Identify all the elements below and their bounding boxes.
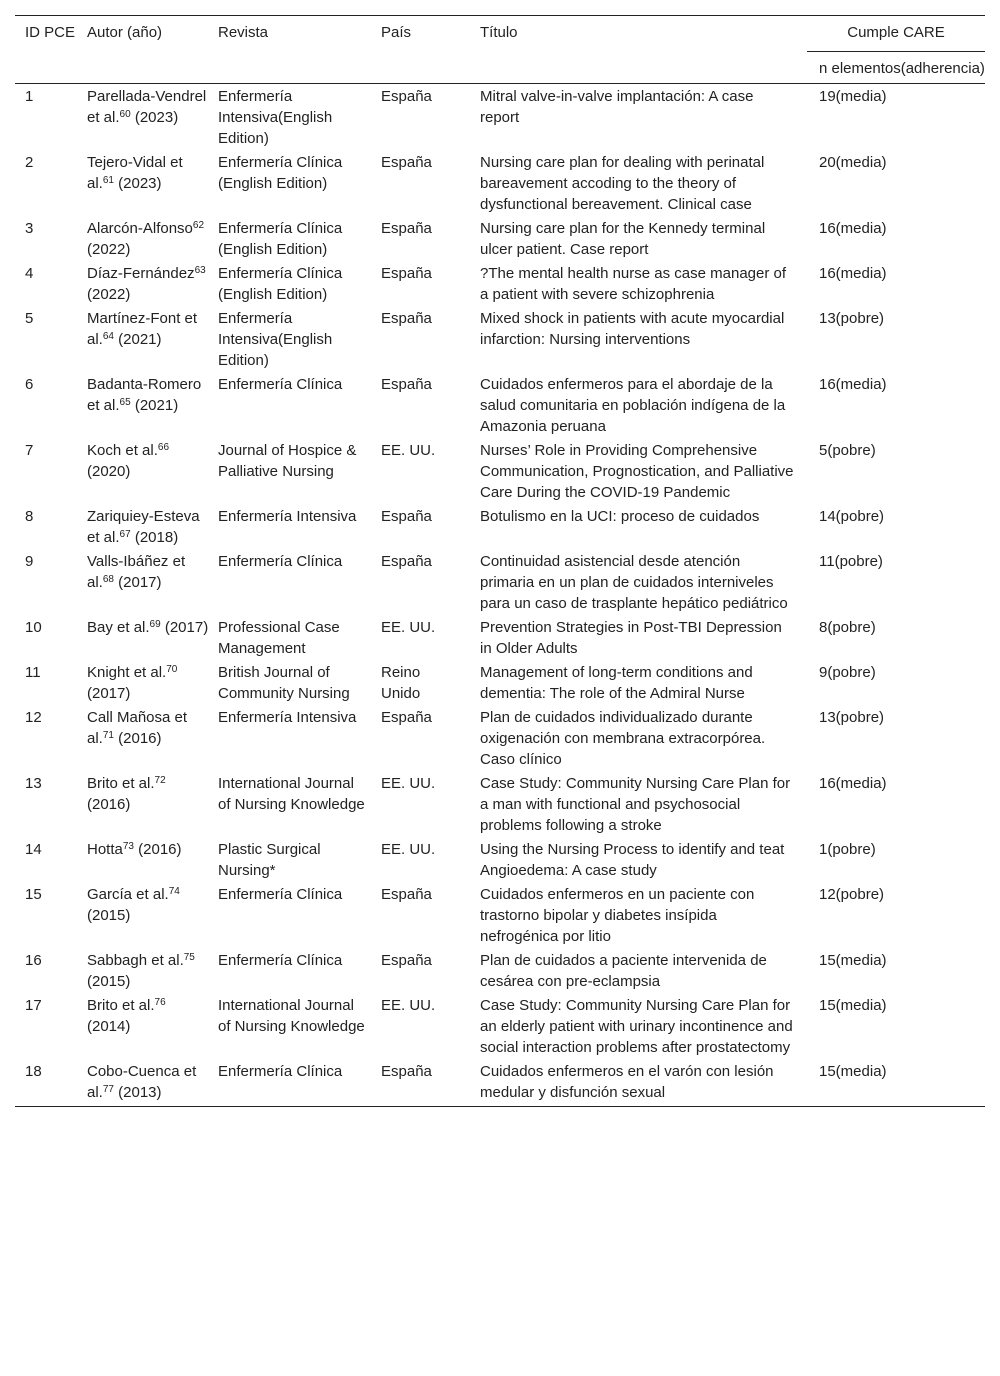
- cell-id: 2: [25, 154, 34, 171]
- cell-id: 11: [25, 664, 41, 681]
- cell-journal: Enfermería Clínica: [218, 952, 343, 969]
- cell-author: [87, 772, 218, 838]
- cell-author: [87, 1060, 218, 1107]
- cell-title: Cuidados enfermeros en un paciente con trastorno bipolar y diabetes insípida nefrogénica por litio: [480, 886, 755, 945]
- table-row: [15, 616, 985, 661]
- cell-author: [87, 217, 218, 262]
- author-name: Parellada-Vendrel et al.: [87, 88, 207, 126]
- cell-care: 16(media): [819, 376, 887, 393]
- cell-author: [87, 84, 218, 152]
- cell-id: 16: [25, 952, 42, 969]
- table-row: [15, 373, 985, 439]
- cell-country: España: [381, 1060, 480, 1107]
- author-year: (2014): [87, 997, 170, 1035]
- cell-journal: Enfermería Clínica: [218, 1060, 381, 1107]
- cell-author: [87, 949, 218, 994]
- cell-author: [87, 616, 218, 661]
- cell-care: 16(media): [819, 775, 887, 792]
- cell-title: Using the Nursing Process to identify and teat Angioedema: A case study: [480, 841, 785, 879]
- reference-number: 65: [119, 397, 131, 408]
- cell-journal: Enfermería Clínica: [218, 376, 343, 393]
- cell-country: EE. UU.: [381, 775, 436, 792]
- cell-author: [87, 307, 218, 373]
- reference-number: 72: [154, 775, 166, 786]
- author-year: (2022): [87, 220, 209, 258]
- reference-number: 77: [102, 1084, 114, 1095]
- cell-care: 12(pobre): [819, 886, 885, 903]
- cell-journal: Enfermería Intensiva(English Edition): [218, 310, 333, 369]
- cell-care: 20(media): [819, 154, 887, 171]
- cell-care: 15(media): [819, 997, 887, 1014]
- cell-journal: Enfermería Clínica (English Edition): [218, 220, 343, 258]
- cell-id: 8: [25, 508, 34, 525]
- cell-journal: Enfermería Clínica (English Edition): [218, 154, 343, 192]
- author-year: (2017): [113, 574, 162, 591]
- author-name: Sabbagh et al.: [87, 952, 184, 969]
- header-id: ID PCE: [25, 24, 76, 41]
- cell-care: 13(pobre): [819, 709, 885, 726]
- table-row: [15, 994, 985, 1060]
- table-body: [15, 84, 985, 1107]
- header-title: Título: [480, 24, 518, 41]
- cell-id: 6: [25, 376, 34, 393]
- reference-number: 67: [119, 529, 131, 540]
- author-name: Badanta-Romero et al.: [87, 376, 202, 414]
- cell-country: España: [381, 886, 432, 903]
- cell-country: España: [381, 376, 432, 393]
- cell-author: [87, 151, 218, 217]
- cell-id: 9: [25, 553, 34, 570]
- author-name: Cobo-Cuenca et al.: [87, 1063, 197, 1101]
- cell-care: 19(media): [819, 88, 887, 105]
- author-name: Valls-Ibáñez et al.: [87, 553, 186, 591]
- cell-id: 18: [15, 1060, 87, 1107]
- author-year: (2016): [133, 841, 182, 858]
- cell-title: Case Study: Community Nursing Care Plan for a man with functional and psychosocial problems following a stroke: [480, 775, 791, 834]
- cell-care: 13(pobre): [819, 310, 885, 327]
- table-row: [15, 217, 985, 262]
- cell-country: España: [381, 508, 432, 525]
- table-row: [15, 838, 985, 883]
- reference-number: 61: [102, 175, 114, 186]
- cell-author: [87, 439, 218, 505]
- table-row: [15, 706, 985, 772]
- cell-country: España: [381, 553, 432, 570]
- cell-author: [87, 838, 218, 883]
- author-year: (2022): [87, 265, 210, 303]
- cell-author: [87, 661, 218, 706]
- cell-title: Nursing care plan for the Kennedy terminal ulcer patient. Case report: [480, 220, 766, 258]
- cell-journal: Enfermería Clínica: [218, 553, 343, 570]
- reference-number: 69: [149, 619, 161, 630]
- table-row: [15, 1060, 985, 1107]
- author-name: Martínez-Font et al.: [87, 310, 198, 348]
- cell-title: Mitral valve-in-valve implantación: A case report: [480, 88, 754, 126]
- cell-country: EE. UU.: [381, 442, 436, 459]
- cell-title: Management of long-term conditions and dementia: The role of the Admiral Nurse: [480, 664, 753, 702]
- cell-id: 10: [25, 619, 42, 636]
- cell-care: 9(pobre): [819, 664, 876, 681]
- cell-title: Nurses’ Role in Providing Comprehensive Communication, Prognostication, and Palliative Care During the COVID-19 Pandemic: [480, 442, 794, 501]
- cell-journal: Enfermería Intensiva(English Edition): [218, 88, 333, 147]
- cell-id: 1: [25, 88, 34, 105]
- cell-journal: Plastic Surgical Nursing*: [218, 841, 321, 879]
- reference-number: 70: [166, 664, 178, 675]
- author-year: (2016): [87, 775, 170, 813]
- author-name: Bay et al.: [87, 619, 150, 636]
- table-header: [15, 16, 985, 84]
- cell-journal: International Journal of Nursing Knowledge: [218, 997, 365, 1035]
- author-year: (2013): [113, 1084, 162, 1101]
- author-year: (2015): [87, 952, 200, 990]
- header-row: [15, 16, 985, 52]
- table-row: [15, 772, 985, 838]
- cell-country: España: [381, 952, 432, 969]
- table-row: [15, 550, 985, 616]
- reference-number: 76: [154, 997, 166, 1008]
- cell-care: 16(media): [819, 265, 887, 282]
- author-name: Brito et al.: [87, 997, 155, 1014]
- author-year: (2015): [87, 886, 184, 924]
- cell-title: Plan de cuidados individualizado durante oxigenación con membrana extracorpórea. Caso clínico: [480, 709, 766, 768]
- cell-id: 17: [25, 997, 42, 1014]
- cell-country: España: [381, 310, 432, 327]
- cell-journal: Enfermería Intensiva: [218, 508, 357, 525]
- reference-number: 75: [183, 952, 195, 963]
- cell-care: 15(media): [807, 1060, 985, 1107]
- reference-number: 73: [122, 841, 134, 852]
- cell-author: [87, 550, 218, 616]
- author-year: (2016): [113, 730, 162, 747]
- cell-journal: British Journal of Community Nursing: [218, 664, 350, 702]
- header-care: Cumple CARE: [847, 24, 945, 41]
- author-year: (2017): [160, 619, 209, 636]
- cell-author: [87, 505, 218, 550]
- reference-number: 64: [102, 331, 114, 342]
- cell-title: Mixed shock in patients with acute myocardial infarction: Nursing interventions: [480, 310, 785, 348]
- cell-author: [87, 883, 218, 949]
- cell-id: 15: [25, 886, 42, 903]
- reference-number: 74: [168, 886, 180, 897]
- author-year: (2018): [130, 529, 179, 546]
- reference-number: 71: [102, 730, 114, 741]
- cell-id: 3: [25, 220, 34, 237]
- cell-author: [87, 706, 218, 772]
- table-row: [15, 505, 985, 550]
- cell-country: España: [381, 88, 432, 105]
- author-name: Koch et al.: [87, 442, 158, 459]
- cell-title: Prevention Strategies in Post-TBI Depression in Older Adults: [480, 619, 782, 657]
- header-author: Autor (año): [87, 24, 163, 41]
- cell-country: EE. UU.: [381, 997, 436, 1014]
- reference-number: 63: [194, 265, 206, 276]
- table-row: [15, 262, 985, 307]
- reference-number: 68: [102, 574, 114, 585]
- author-name: Díaz-Fernández: [87, 265, 195, 282]
- cell-country: EE. UU.: [381, 619, 436, 636]
- header-care-sub: n elementos(adherencia): [807, 52, 985, 84]
- cell-id: 4: [25, 265, 34, 282]
- author-year: (2023): [130, 109, 179, 126]
- table-row: [15, 439, 985, 505]
- author-name: Knight et al.: [87, 664, 167, 681]
- table-row: [15, 661, 985, 706]
- cell-title: Botulismo en la UCI: proceso de cuidados: [480, 508, 760, 525]
- cell-title: ?The mental health nurse as case manager of a patient with severe schizophrenia: [480, 265, 787, 303]
- cell-care: 16(media): [819, 220, 887, 237]
- cell-country: Reino Unido: [381, 664, 421, 702]
- author-name: Call Mañosa et al.: [87, 709, 188, 747]
- cell-id: 13: [25, 775, 42, 792]
- header-country: País: [381, 24, 412, 41]
- table-row: [15, 883, 985, 949]
- table-row: [15, 949, 985, 994]
- cell-care: 11(pobre): [819, 553, 883, 570]
- author-name: García et al.: [87, 886, 169, 903]
- cell-journal: Enfermería Clínica: [218, 886, 343, 903]
- cell-country: España: [381, 220, 432, 237]
- cell-author: [87, 262, 218, 307]
- cell-journal: Professional Case Management: [218, 619, 340, 657]
- table-row: [15, 151, 985, 217]
- cell-title: Case Study: Community Nursing Care Plan for an elderly patient with urinary incontinence and social interaction problems after prostatectomy: [480, 997, 793, 1056]
- cell-title: Nursing care plan for dealing with perinatal bareavement accoding to the theory of dysfunctional bereavement. Clinical case: [480, 154, 765, 213]
- cell-country: EE. UU.: [381, 841, 436, 858]
- cell-care: 1(pobre): [819, 841, 876, 858]
- cell-id: 7: [25, 442, 34, 459]
- cell-title: Cuidados enfermeros en el varón con lesión medular y disfunción sexual: [480, 1060, 807, 1107]
- reference-number: 60: [119, 109, 131, 120]
- author-name: Zariquiey-Esteva et al.: [87, 508, 200, 546]
- table-row: [15, 84, 985, 152]
- author-name: Alarcón-Alfonso: [87, 220, 193, 237]
- cell-id: 12: [25, 709, 42, 726]
- reference-number: 66: [157, 442, 170, 453]
- cell-care: 15(media): [819, 952, 887, 969]
- cell-journal: Enfermería Clínica (English Edition): [218, 265, 343, 303]
- header-journal: Revista: [218, 24, 269, 41]
- cell-journal: Journal of Hospice & Palliative Nursing: [218, 442, 357, 480]
- cell-title: Cuidados enfermeros para el abordaje de la salud comunitaria en población indígena de la Amazonia peruana: [480, 376, 786, 435]
- reference-number: 62: [192, 220, 205, 231]
- author-name: Brito et al.: [87, 775, 155, 792]
- cell-country: España: [381, 709, 432, 726]
- author-year: (2021): [130, 397, 179, 414]
- author-name: Hotta: [87, 841, 123, 858]
- author-name: Tejero-Vidal et al.: [87, 154, 183, 192]
- cell-care: 8(pobre): [819, 619, 876, 636]
- author-year: (2017): [87, 664, 182, 702]
- cell-author: [87, 373, 218, 439]
- cell-journal: International Journal of Nursing Knowledge: [218, 775, 365, 813]
- cell-author: [87, 994, 218, 1060]
- cell-id: 5: [25, 310, 34, 327]
- cell-care: 5(pobre): [819, 442, 876, 459]
- cell-title: Continuidad asistencial desde atención primaria en un plan de cuidados interniveles para un caso de trasplante hepático pediátrico: [480, 553, 788, 612]
- author-year: (2023): [113, 175, 162, 192]
- cell-country: España: [381, 154, 432, 171]
- case-studies-table-container: [15, 15, 985, 1107]
- author-year: (2020): [87, 442, 174, 480]
- author-year: (2021): [113, 331, 162, 348]
- cell-country: España: [381, 265, 432, 282]
- cell-journal: Enfermería Intensiva: [218, 709, 357, 726]
- cell-title: Plan de cuidados a paciente intervenida de cesárea con pre-eclampsia: [480, 952, 767, 990]
- cell-id: 14: [25, 841, 42, 858]
- cell-care: 14(pobre): [819, 508, 885, 525]
- case-studies-table: [15, 15, 985, 1107]
- table-row: [15, 307, 985, 373]
